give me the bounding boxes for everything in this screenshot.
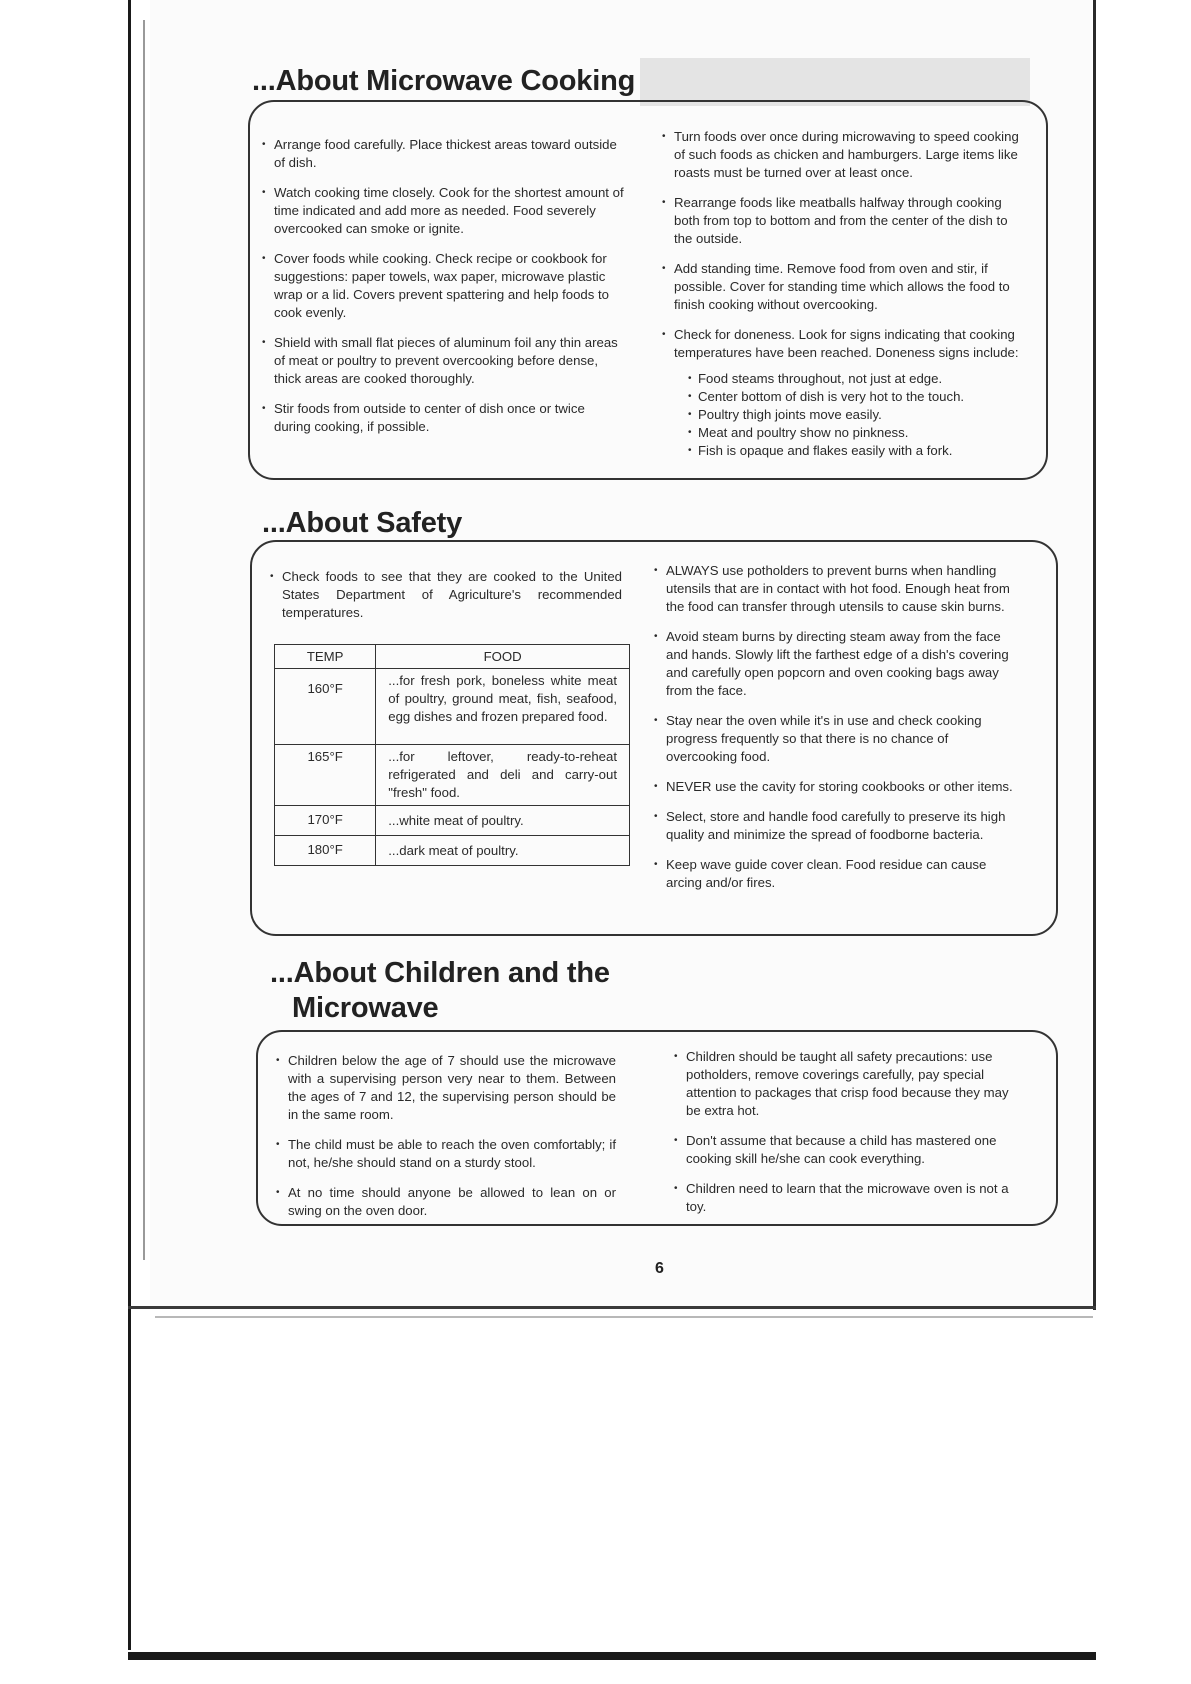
tip-item: • Add standing time. Remove food from oven and stir, if possible. Cover for standing time which allows the food to finish cooking without overcooking. xyxy=(662,261,1010,312)
tip-item: • At no time should anyone be allowed to lean on or swing on the oven door. xyxy=(276,1185,616,1218)
temperature-table xyxy=(274,644,630,866)
tip-item: • Watch cooking time closely. Cook for the shortest amount of time indicated and add more as needed. Food severely overcooked can smoke or ignite. xyxy=(262,185,624,236)
scan-bottom-edge xyxy=(128,1652,1096,1660)
scan-edge-right xyxy=(1093,0,1096,1310)
microwave-right-column xyxy=(662,128,1026,460)
children-title-line1: ...About Children and the xyxy=(270,957,610,989)
scan-edge-inner xyxy=(143,20,145,1260)
table-header-row xyxy=(275,645,630,669)
table-row xyxy=(275,669,630,745)
food-cell: ...for leftover, ready-to-reheat refrigerated and deli and carry-out "fresh" food. xyxy=(376,745,630,806)
doneness-sign: • Fish is opaque and flakes easily with a fork. xyxy=(688,443,953,458)
doneness-signs-list xyxy=(688,370,1026,460)
column-header-temp: TEMP xyxy=(275,645,376,669)
temp-cell: 180°F xyxy=(275,836,376,866)
tip-item: • Stay near the oven while it's in use and check cooking progress frequently so that there is no chance of overcooking food. xyxy=(654,713,982,764)
tip-item: • Children below the age of 7 should use the microwave with a supervising person very near to them. Between the ages of 7 and 12, the supervising person should be in the same room. xyxy=(276,1053,616,1122)
safety-intro xyxy=(270,568,622,634)
microwave-left-column xyxy=(262,136,624,448)
tip-item: • Turn foods over once during microwaving to speed cooking of such foods as chicken and hamburgers. Large items like roasts must be turned over at least once. xyxy=(662,129,1019,180)
scan-sheet-edge-inner xyxy=(155,1316,1093,1318)
safety-section-title: ...About Safety xyxy=(262,507,463,539)
tip-item: • NEVER use the cavity for storing cookbooks or other items. xyxy=(654,779,1013,794)
doneness-sign: • Poultry thigh joints move easily. xyxy=(688,407,882,422)
doneness-sign: • Food steams throughout, not just at edge. xyxy=(688,371,943,386)
doneness-sign: • Center bottom of dish is very hot to the touch. xyxy=(688,389,965,404)
temp-cell: 170°F xyxy=(275,806,376,836)
table-row xyxy=(275,745,630,806)
scan-edge-left xyxy=(128,0,131,1650)
temp-cell: 165°F xyxy=(275,745,376,806)
microwave-section-title: ...About Microwave Cooking xyxy=(252,65,636,97)
table-row xyxy=(275,806,630,836)
bleed-through-shadow xyxy=(640,58,1030,106)
tip-item: • The child must be able to reach the oven comfortably; if not, he/she should stand on a sturdy stool. xyxy=(276,1137,616,1170)
children-right-column xyxy=(674,1048,1018,1228)
table-row xyxy=(275,836,630,866)
page-number: 6 xyxy=(655,1260,664,1277)
column-header-food: FOOD xyxy=(376,645,630,669)
scan-sheet-edge xyxy=(128,1306,1096,1309)
tip-item: • Cover foods while cooking. Check recipe or cookbook for suggestions: paper towels, wax paper, microwave plastic wrap or a lid. Covers prevent spattering and help foods to cook evenly. xyxy=(262,251,610,320)
food-cell: ...white meat of poultry. xyxy=(376,806,630,836)
food-cell: ...for fresh pork, boneless white meat of poultry, ground meat, fish, seafood, egg dishes and frozen prepared food. xyxy=(376,669,630,745)
tip-item: • Arrange food carefully. Place thickest areas toward outside of dish. xyxy=(262,137,617,170)
tip-item: • ALWAYS use potholders to prevent burns when handling utensils that are in contact with hot food. Enough heat from the food can transfer through utensils to cause skin burns. xyxy=(654,563,1010,614)
tip-item: • Check for doneness. Look for signs indicating that cooking temperatures have been reached. Doneness signs include: xyxy=(662,327,1019,360)
temp-cell: 160°F xyxy=(275,669,376,745)
doneness-sign: • Meat and poultry show no pinkness. xyxy=(688,425,909,440)
tip-item: • Don't assume that because a child has mastered one cooking skill he/she can cook everything. xyxy=(674,1133,997,1166)
food-cell: ...dark meat of poultry. xyxy=(376,836,630,866)
children-section-title xyxy=(270,956,610,1026)
tip-item: • Avoid steam burns by directing steam away from the face and hands. Slowly lift the farthest edge of a dish's covering and carefully open popcorn and oven cooking bags away from the face. xyxy=(654,629,1009,698)
children-left-column xyxy=(276,1052,616,1232)
tip-item: • Check foods to see that they are cooked to the United States Department of Agriculture's recommended temperatures. xyxy=(270,569,622,620)
children-title-line2: Microwave xyxy=(292,991,439,1024)
tip-item: • Children should be taught all safety precautions: use potholders, remove coverings carefully, pay special attention to packages that crisp food because they may be extra hot. xyxy=(674,1049,1009,1118)
tip-item: • Children need to learn that the microwave oven is not a toy. xyxy=(674,1181,1009,1214)
tip-item: • Rearrange foods like meatballs halfway through cooking both from top to bottom and from the center of the dish to the outside. xyxy=(662,195,1008,246)
tip-item: • Stir foods from outside to center of dish once or twice during cooking, if possible. xyxy=(262,401,585,434)
tip-item: • Keep wave guide cover clean. Food residue can cause arcing and/or fires. xyxy=(654,857,987,890)
tip-item: • Shield with small flat pieces of aluminum foil any thin areas of meat or poultry to prevent overcooking before dense, thick areas are cooked thoroughly. xyxy=(262,335,618,386)
tip-item: • Select, store and handle food carefully to preserve its high quality and minimize the spread of foodborne bacteria. xyxy=(654,809,1006,842)
safety-right-column xyxy=(654,562,1018,904)
